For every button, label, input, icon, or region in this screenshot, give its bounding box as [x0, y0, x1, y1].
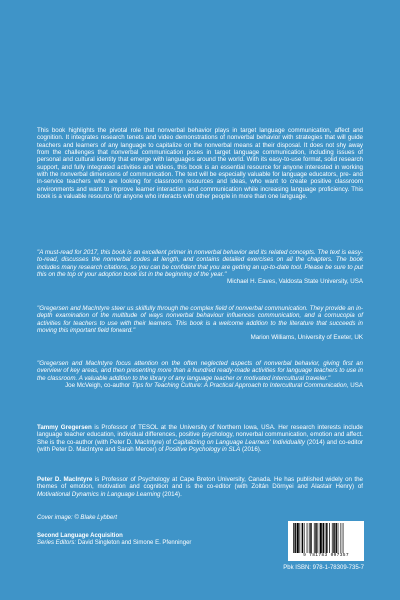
barcode-number: 9 781783 097357	[303, 553, 349, 558]
review-williams	[37, 305, 363, 342]
attribution-book-title: Tips for Teaching Culture: A Practical Approach to Intercultural Communication	[131, 382, 347, 390]
review-mcveigh	[37, 360, 363, 389]
author-bio-macintyre	[37, 476, 363, 498]
review-attribution	[37, 382, 363, 389]
isbn-number: Pbk ISBN: 978-1-78309-735-7	[283, 565, 364, 571]
series-editors-label: Series Editors:	[37, 540, 77, 547]
book-title: Positive Psychology in SLA	[165, 446, 241, 454]
attribution-prefix: Joe McVeigh, co-author	[65, 382, 132, 390]
cover-image-credit: Cover image: © Blake Lybbert	[37, 515, 118, 521]
series-title: Second Language Acquisition	[37, 533, 123, 539]
review-attribution: Michael H. Eaves, Valdosta State University, USA	[227, 278, 363, 286]
review-quote: "A must-read for 2017, this book is an excellent primer in nonverbal behavior and its related concepts. The text is easy-to-read, discusses the nonverbal codes at length, and contains detailed exercises on all the chapters. The book includes many research citations, so you can be confident that you are getting an up-to-date tool. Please be sure to put this on the top of your adoption book list in the beginning of the year."	[37, 249, 363, 279]
review-quote: "Gregersen and MacIntyre focus attention on the often neglected aspects of nonverbal behavior, giving first an overview of key areas, and then presenting more than a hundred ready-made activities for language teachers to use in the classroom. A valuable addition to the library of any language teacher or motivated intercultural traveler."	[37, 360, 363, 382]
review-attribution: Marion Williams, University of Exeter, UK	[250, 334, 363, 342]
book-description: This book highlights the pivotal role that nonverbal behavior plays in target language communication, affect and cognition. It integrates research tenets and video demonstrations of nonverbal behavior with strategies that will guide teachers and learners of any language to capitalize on the nonverbal means at their disposal. It does not shy away from the challenges that nonverbal communication poses in target language communication, including issues of personal and cultural identity that emerge with languages around the world. With its easy-to-use format, solid research support, and fully integrated activities and videos, this book is an essential resource for anyone interested in working with the nonverbal dimensions of communication. The text will be especially valuable for language educators, pre- and in-service teachers who are looking for classroom resources and ideas, who want to create positive classroom environments and want to improve learner interaction and communication while increasing language proficiency. This book is a valuable resource for anyone who interacts with other people in more than one language.	[37, 127, 363, 201]
bio-text: (2014).	[160, 490, 182, 498]
bio-text: is Professor of TESOL at the University of Northern Iowa, USA. Her research interests include language teacher education, individual differences, positive psychology, nonverbal communication, emotion and affect. She is the co-author (with Peter D. MacIntyre) of	[37, 424, 363, 446]
review-quote: "Gregersen and MacIntyre steer us skilfully through the complex field of nonverbal communication. They provide an in-depth examination of the multitude of ways nonverbal behaviour influences communication, and a cornucopia of activities for teachers to use with their learners. This book is a welcome addition to the literature that succeeds in moving this important field forward."	[37, 305, 363, 335]
book-title: Capitalizing on Language Learners' Individuality	[172, 438, 305, 446]
isbn-barcode	[288, 521, 364, 561]
barcode-bars	[292, 523, 360, 553]
bio-text: (2014) and co-editor (with Peter D. MacIntyre and Sarah Mercer) of	[37, 438, 363, 454]
review-eaves	[37, 249, 363, 286]
author-bio-gregersen	[37, 424, 363, 453]
bio-text: (2016).	[240, 446, 262, 454]
series-editors	[37, 540, 191, 547]
series-editors-names: David Singleton and Simone E. Pfenninger	[76, 540, 192, 547]
author-name: Tammy Gregersen	[37, 424, 92, 431]
series-info	[37, 533, 191, 548]
author-name: Peter D. MacIntyre	[37, 476, 93, 483]
bio-text: is Professor of Psychology at Cape Breton University, Canada. He has published widely on the themes of emotion, motivation and cognition and is the co-editor (with Zoltán Dörnyei and Alastair Henry) of	[37, 476, 363, 491]
book-title: Motivational Dynamics in Language Learning	[37, 490, 161, 498]
attribution-suffix: , USA	[346, 382, 363, 390]
